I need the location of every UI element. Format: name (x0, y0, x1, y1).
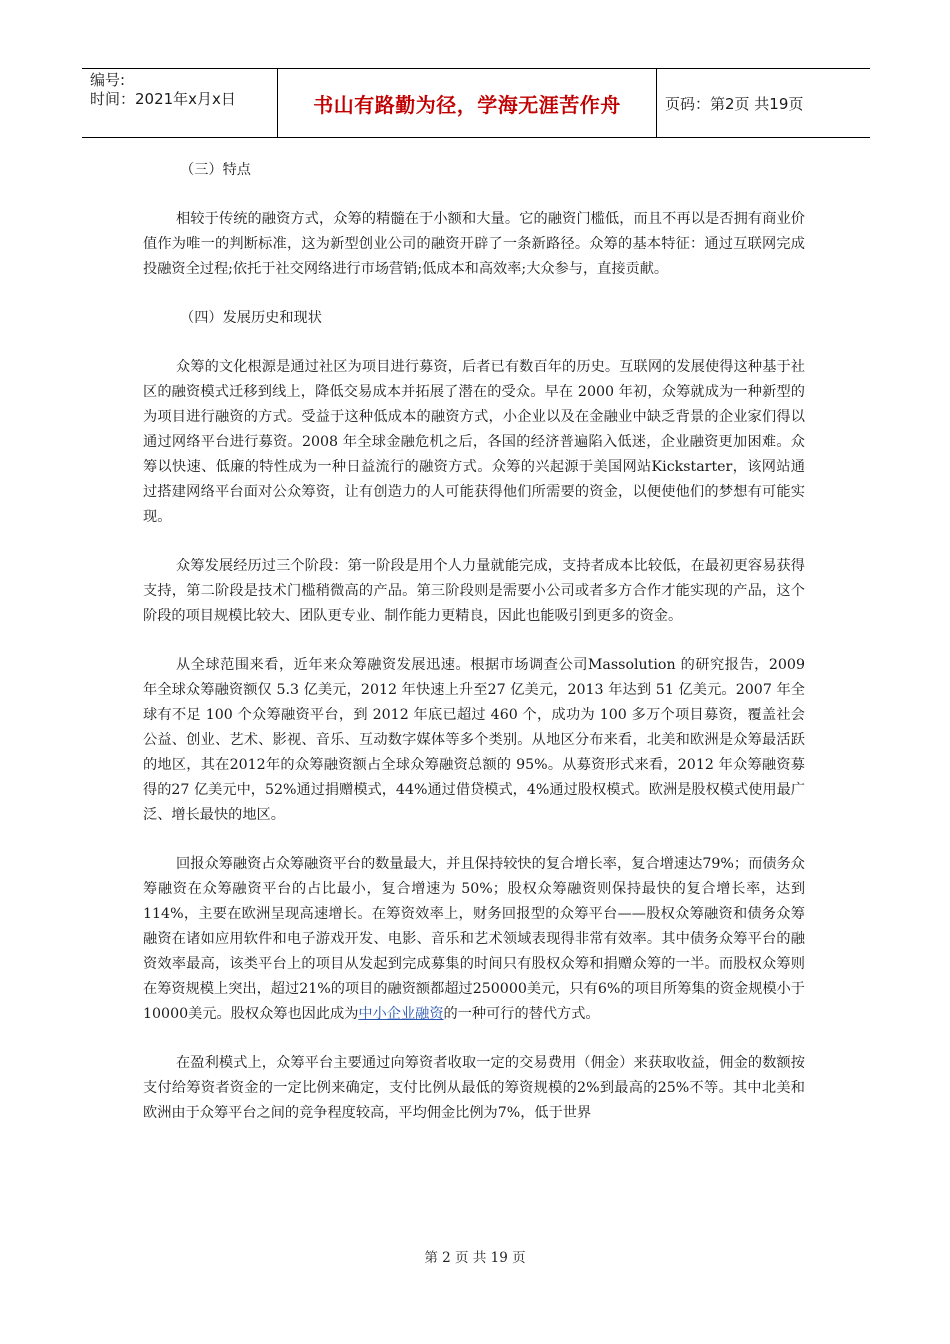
paragraph-history-5: 在盈利模式上，众筹平台主要通过向筹资者收取一定的交易费用（佣金）来获取收益，佣金的数额按支付给筹资者资金的一定比例来确定，支付比例从最低的筹资规模的2%到最高的25%不等。其中北美和欧洲由于众筹平台之间的竞争程度较高，平均佣金比例为7%，低于世界 (143, 1055, 805, 1121)
header-page-info: 页码：第2页 共19页 (665, 94, 804, 113)
doc-date: 时间：2021年x月x日 (90, 90, 236, 108)
paragraph-history-4-text: 回报众筹融资占众筹融资平台的数量最大，并且保持较快的复合增长率，复合增速达79%；而债务众筹融资在众筹融资平台的占比最小，复合增速为 50%；股权众筹融资则保持最快的复合增长率，达到114%，主要在欧洲呈现高速增长。在筹资效率上，财务回报型的众筹平台——股权众筹融资和债务众筹融资在诸如应用软件和电子游戏开发、电影、音乐和艺术领域表现得非常有效率。其中债务众筹平台的融资效率最高，该类平台上的项目从发起到完成募集的时间只有股权众筹和捐赠众筹的一半。而股权众筹则在筹资规模上突出，超过21%的项目的融资额都超过250000美元，只有6%的项目所筹集的资金规模小于 10000美元。股权众筹也因此成为 (143, 856, 806, 1022)
paragraph-history-2: 众筹发展经历过三个阶段：第一阶段是用个人力量就能完成，支持者成本比较低，在最初更容易获得支持，第二阶段是技术门槛稍微高的产品。第三阶段则是需要小公司或者多方合作才能实现的产品，这个阶段的项目规模比较大、团队更专业、制作能力更精良，因此也能吸引到更多的资金。 (143, 558, 805, 624)
header-motto: 书山有路勤为径，学海无涯苦作舟 (278, 69, 657, 137)
page-header (82, 68, 870, 138)
header-meta (82, 69, 278, 137)
paragraph-history-4-tail: 的一种可行的替代方式。 (443, 1006, 600, 1022)
paragraph-history-3: 从全球范围来看，近年来众筹融资发展迅速。根据市场调查公司Massolution 的研究报告，2009 年全球众筹融资额仅 5.3 亿美元，2012 年快速上升至27 亿美元，2013 年达到 51 亿美元。2007 年全球有不足 100 个众筹融资平台，到 2012 年底已超过 460 个，成功为 100 多万个项目募资，覆盖社会公益、创业、艺术、影视、音乐、互动数字媒体等多个类别。从地区分布来看，北美和欧洲是众筹最活跃的地区，其在2012年的众筹融资额占全球众筹融资总额的 95%。从募资形式来看，2012 年众筹融资募得的27 亿美元中，52%通过捐赠模式，44%通过借贷模式，4%通过股权模式。欧洲是股权模式使用最广泛、增长最快的地区。 (143, 657, 805, 823)
sme-financing-link[interactable]: 中小企业融资 (358, 1006, 444, 1022)
section-heading-history: （四）发展历史和现状 (180, 310, 322, 326)
page-footer: 第 2 页 共 19 页 (424, 1250, 526, 1266)
paragraph-history-4 (143, 852, 805, 1027)
doc-number-label: 编号: (90, 71, 126, 89)
document-body (143, 158, 805, 1126)
paragraph-history-1: 众筹的文化根源是通过社区为项目进行募资，后者已有数百年的历史。互联网的发展使得这种基于社区的融资模式迁移到线上，降低交易成本并拓展了潜在的受众。早在 2000 年初，众筹就成为一种新型的为项目进行融资的方式。受益于这种低成本的融资方式，小企业以及在金融业中缺乏背景的企业家们得以通过网络平台进行募资。2008 年全球金融危机之后，各国的经济普遍陷入低迷，企业融资更加困难。众筹以快速、低廉的特性成为一种日益流行的融资方式。众筹的兴起源于美国网站Kickstarter，该网站通过搭建网络平台面对公众筹资，让有创造力的人可能获得他们所需要的资金，以便使他们的梦想有可能实现。 (143, 359, 805, 525)
paragraph-features: 相较于传统的融资方式，众筹的精髓在于小额和大量。它的融资门槛低，而且不再以是否拥有商业价值作为唯一的判断标准，这为新型创业公司的融资开辟了一条新路径。众筹的基本特征：通过互联网完成投融资全过程;依托于社交网络进行市场营销;低成本和高效率;大众参与，直接贡献。 (143, 211, 805, 277)
section-heading-features: （三）特点 (180, 162, 251, 178)
